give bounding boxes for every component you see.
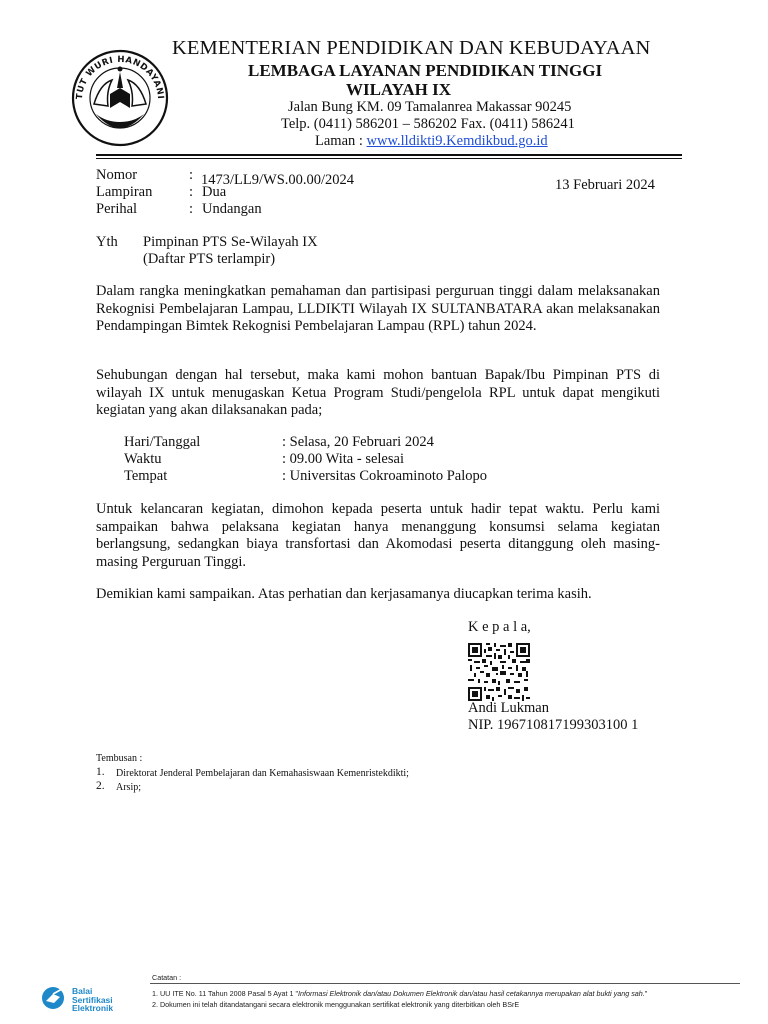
lampiran-label: Lampiran (96, 184, 153, 200)
header-rule-thin (96, 158, 682, 159)
body-paragraph-2: Sehubungan dengan hal tersebut, maka kami mohon bantuan Bapak/Ibu Pimpinan PTS di wilayah IX untuk menugaskan Ketua Program Studi/pengelola RPL untuk dapat mengikuti kegiatan yang akan dilaksanakan pada; (96, 367, 660, 418)
schedule-day-value: : Selasa, 20 Februari 2024 (282, 434, 434, 450)
signatory-nip: NIP. 196710817199303100 1 (468, 717, 639, 733)
footer-note-2: 2. Dokumen ini telah ditandatangani secara elektronik menggunakan sertifikat elektronik yang diterbitkan oleh BSrE (152, 1000, 520, 1009)
website-label: Laman : (315, 133, 367, 149)
tembusan-item-1: Direktorat Jenderal Pembelajaran dan Kemahasiswaan Kemenristekdikti; (116, 768, 409, 779)
footer-note-1-suffix: " (644, 989, 648, 998)
recipient-line1: Pimpinan PTS Se-Wilayah IX (143, 234, 318, 250)
region-name: WILAYAH IX (346, 80, 452, 99)
footer-rule (150, 983, 740, 984)
bsre-line-3: Elektronik (72, 1003, 114, 1013)
ministry-name: KEMENTERIAN PENDIDIKAN DAN KEBUDAYAAN (172, 37, 651, 59)
letter-date: 13 Februari 2024 (555, 177, 655, 193)
catatan-label: Catatan : (152, 973, 182, 982)
signatory-name: Andi Lukman (468, 700, 549, 716)
signature-title: K e p a l a, (468, 619, 531, 635)
bsre-name (72, 987, 113, 1013)
svg-text:TUT WURI HANDAYANI: TUT WURI HANDAYANI (74, 54, 166, 100)
schedule-place-value: : Universitas Cokroaminoto Palopo (282, 468, 487, 484)
tembusan-label: Tembusan : (96, 753, 143, 764)
lampiran-colon: : (189, 184, 194, 200)
bsre-line-1: Balai (72, 986, 93, 996)
nomor-value: 1473/LL9/WS.00.00/2024 (201, 172, 355, 188)
body-paragraph-4: Demikian kami sampaikan. Atas perhatian dan kerjasamanya diucapkan terima kasih. (96, 586, 592, 602)
header-rule-thick (96, 154, 682, 156)
perihal-colon: : (189, 201, 194, 217)
footer-note-1-italic: Informasi Elektronik dan/atau Dokumen Elektronik dan/atau hasil cetakannya merupakan alat bukti yang sah. (298, 989, 645, 998)
perihal-label: Perihal (96, 201, 138, 217)
perihal-value: Undangan (202, 201, 262, 217)
qr-code-icon (468, 643, 530, 701)
recipient-line2: (Daftar PTS terlampir) (143, 251, 276, 267)
footer-note-1-prefix: 1. UU ITE No. 11 Tahun 2008 Pasal 5 Ayat 1 " (152, 989, 298, 998)
tembusan-item-1-num: 1. (96, 766, 105, 778)
recipient-label: Yth (96, 234, 118, 250)
institution-name: LEMBAGA LAYANAN PENDIDIKAN TINGGI (248, 61, 603, 80)
schedule-place-label: Tempat (124, 468, 168, 484)
phone-fax: Telp. (0411) 586201 – 586202 Fax. (0411) 586241 (281, 116, 575, 132)
website-line (315, 133, 548, 150)
bsre-line-2: Sertifikasi (72, 994, 113, 1005)
tembusan-item-2: Arsip; (116, 782, 141, 793)
tut-wuri-handayani-logo (66, 44, 174, 148)
schedule-time-label: Waktu (124, 451, 162, 467)
nomor-colon: : (189, 167, 194, 183)
schedule-time-value: : 09.00 Wita - selesai (282, 451, 404, 467)
website-link[interactable]: www.lldikti9.Kemdikbud.go.id (366, 133, 548, 149)
lampiran-value: Dua (202, 184, 227, 200)
address: Jalan Bung KM. 09 Tamalanrea Makassar 90245 (288, 99, 572, 115)
body-paragraph-3: Untuk kelancaran kegiatan, dimohon kepada peserta untuk hadir tepat waktu. Perlu kami sampaikan bahwa pelaksana kegiatan hanya menanggung konsumsi selama kegiatan berlangsung, sedangkan biaya transfortasi dan Akomodasi peserta ditanggung oleh masing-masing Perguruan Tinggi. (96, 501, 660, 570)
nomor-label: Nomor (96, 167, 138, 183)
tembusan-item-2-num: 2. (96, 780, 105, 792)
footer-note-1 (152, 989, 647, 998)
body-paragraph-1: Dalam rangka meningkatkan pemahaman dan partisipasi perguruan tinggi dalam melaksanakan Rekognisi Pembelajaran Lampau, LLDIKTI Wilayah IX SULTANBATARA akan melaksanakan Pendampingan Bimtek Rekognisi Pembelajaran Lampau (RPL) tahun 2024. (96, 283, 660, 334)
bsre-logo-icon (40, 985, 68, 1011)
schedule-day-label: Hari/Tanggal (124, 434, 201, 450)
